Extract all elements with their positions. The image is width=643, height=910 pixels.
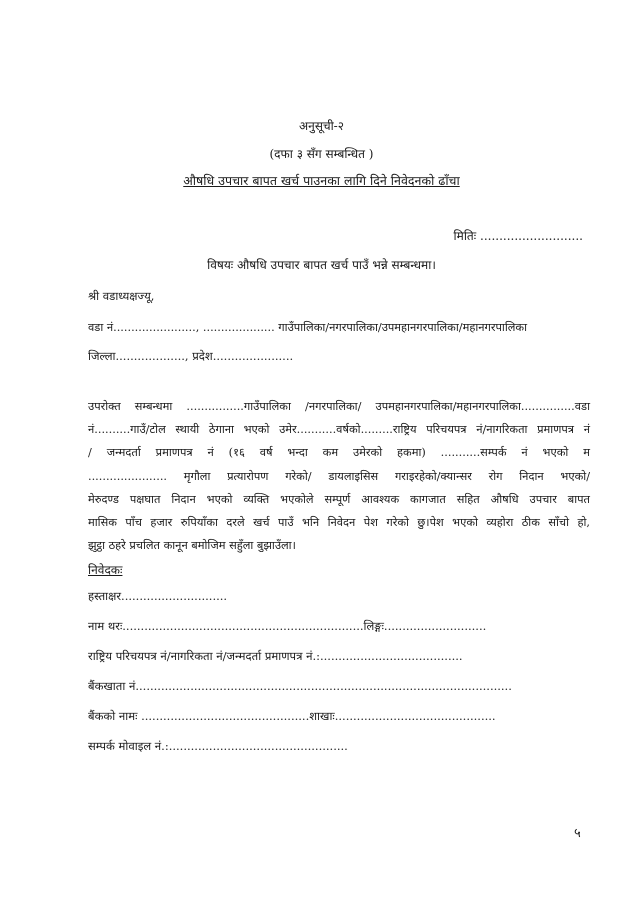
body-line: मेरुदण्ड पक्षघात निदान भएको व्यक्ति भएकोले सम्पूर्ण आवश्यक कागजात सहित औषधि उपचार बापत bbox=[88, 492, 590, 506]
bank-account-field: बैंकखाता नं....................................................................................................... bbox=[88, 679, 512, 693]
ward-line: वडा नं......................., .................... गाउँपालिका/नगरपालिका/उपमहानगरपालिका/महानगरपालिका bbox=[88, 321, 528, 334]
body-line: / जन्मदर्ता प्रमाणपत्र नं (१६ वर्ष भन्दा कम उमेरको हकमा) ...........सम्पर्क नं भएको म bbox=[88, 446, 590, 460]
applicant-heading: निवेदकः bbox=[88, 563, 123, 577]
bank-name-branch-field: बैंकको नामः ..............................................शाखाः............................................ bbox=[88, 709, 496, 723]
application-body bbox=[88, 395, 590, 557]
id-number-field: राष्ट्रिय परिचयपत्र नं/नागरिकता नं/जन्मदर्ता प्रमाणपत्र नं.:....................................... bbox=[88, 649, 463, 663]
body-line: मासिक पाँच हजार रुपियाँका दरले खर्च पाउँ भनि निवेदन पेश गरेको छु।पेश भएको व्यहोरा ठीक साँचो हो, bbox=[88, 516, 590, 530]
body-line: ...................... मृगौला प्रत्यारोपण गरेको/ डायलाइसिस गराइरहेको/क्यान्सर रोग निदान भएको/ bbox=[88, 469, 590, 483]
page-number: ५ bbox=[574, 826, 581, 841]
name-sex-field: नाम थरः..................................................................लिङ्गः............................ bbox=[88, 619, 487, 633]
district-province-line: जिल्ला..................., प्रदेश...................... bbox=[88, 349, 294, 363]
date-field: मितिः ........................... bbox=[453, 229, 583, 243]
form-title: औषधि उपचार बापत खर्च पाउनका लागि दिने निवेदनको ढाँचा bbox=[183, 173, 460, 188]
subject-line: विषयः औषधि उपचार बापत खर्च पाउँ भन्ने सम्बन्धमा। bbox=[207, 258, 436, 272]
salutation: श्री वडाध्यक्षज्यू, bbox=[88, 289, 155, 303]
body-line: नं..........गाउँ/टोल स्थायी ठेगाना भएको उमेर...........वर्षको.........राष्ट्रिय परिचयपत्र नं/नागरिकता प्रमाणपत्र नं bbox=[88, 423, 590, 437]
body-line: उपरोक्त सम्बन्धमा ................गाउँपालिका /नगरपालिका/ उपमहानगरपालिका/महानगरपालिका...............वडा bbox=[88, 400, 590, 413]
schedule-heading: अनुसूची-२ bbox=[299, 119, 344, 133]
section-reference: (दफा ३ सँग सम्बन्धित ) bbox=[269, 147, 374, 161]
signature-field: हस्ताक्षर............................. bbox=[88, 589, 228, 603]
contact-mobile-field: सम्पर्क मोवाइल नं.:................................................. bbox=[88, 739, 348, 753]
body-line: झुट्ठा ठहरे प्रचलित कानून बमोजिम सहुँला बुझाउँला। bbox=[88, 539, 296, 553]
